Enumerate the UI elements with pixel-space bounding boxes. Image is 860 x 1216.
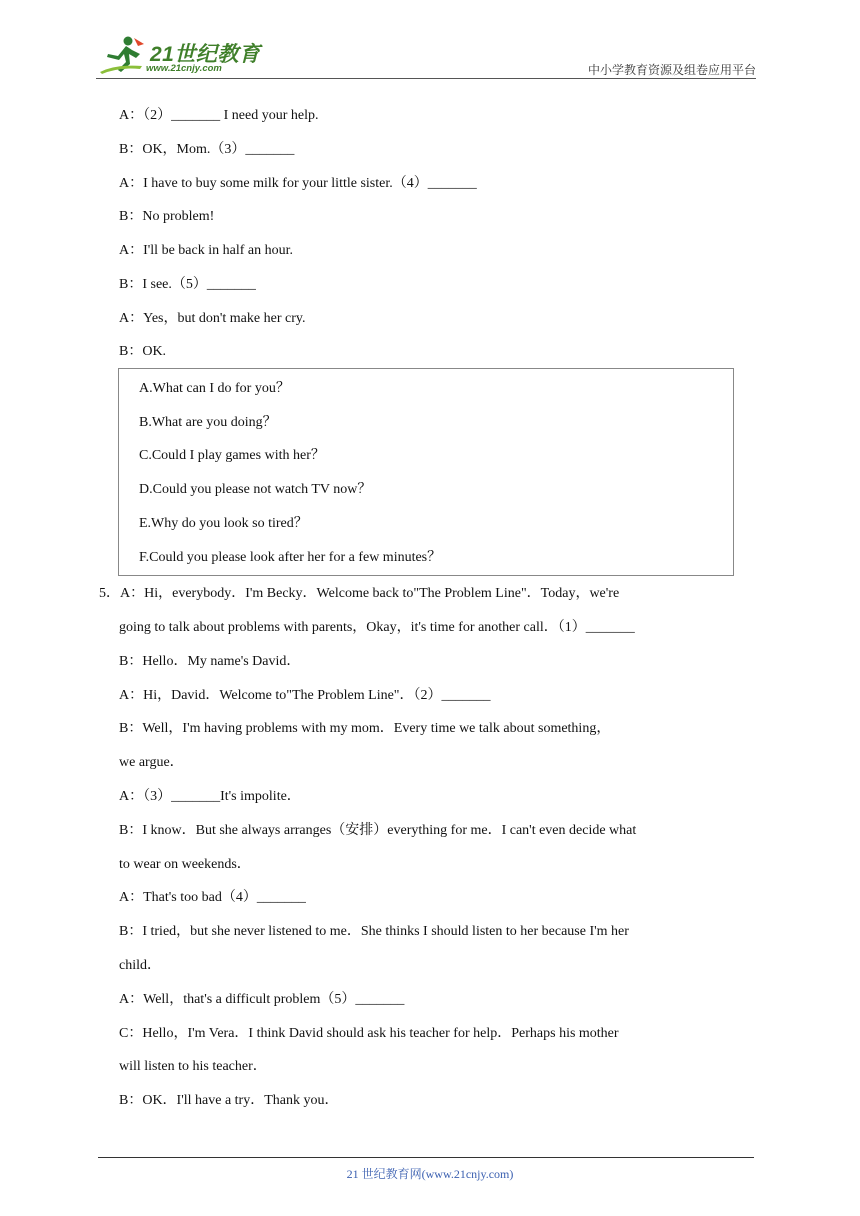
question-5-line: B：I know．But she always arranges（安排）everything for me．I can't even decide what [119,823,637,838]
dialogue-line: A：（2）_______ I need your help. [119,108,319,123]
dialogue-line: B：OK. [119,344,167,359]
logo [96,34,266,78]
footer-divider [98,1157,754,1158]
question-5-line: B：Hello．My name's David． [119,654,301,669]
logo-url: www.21cnjy.com [146,63,222,74]
option-c: C.Could I play games with her？ [139,448,325,463]
question-5-line: B：I tried，but she never listened to me．She thinks I should listen to her because I'm her [119,924,629,939]
question-5-line: we argue． [119,755,184,770]
question-5-line: to wear on weekends． [119,857,251,872]
options-box [118,368,734,576]
question-5-line: A：Hi，David．Welcome to"The Problem Line"．（2）_______ [119,688,491,703]
question-5-line: A：Well，that's a difficult problem（5）_______ [119,992,405,1007]
runner-logo-icon [96,34,152,78]
dialogue-line: B：OK，Mom.（3）_______ [119,142,295,157]
question-5-line: going to talk about problems with parents，Okay，it's time for another call．（1）_______ [119,620,635,635]
logo-text: 21世纪教育 [150,43,261,66]
question-5-line: B：OK．I'll have a try．Thank you． [119,1093,339,1108]
question-5-line: child． [119,958,161,973]
dialogue-line: A：Yes，but don't make her cry. [119,311,306,326]
option-b: B.What are you doing？ [139,415,277,430]
dialogue-line: A：I'll be back in half an hour. [119,243,293,258]
question-5-line: will listen to his teacher． [119,1059,267,1074]
option-d: D.Could you please not watch TV now？ [139,482,372,497]
question-5-line: C：Hello，I'm Vera．I think David should ask his teacher for help．Perhaps his mother [119,1026,619,1041]
question-5-line: 5．A：Hi，everybody．I'm Becky．Welcome back to"The Problem Line"．Today，we're [99,586,620,601]
option-f: F.Could you please look after her for a few minutes？ [139,550,442,565]
dialogue-line: B：No problem! [119,209,215,224]
page-footer: 21 世纪教育网(www.21cnjy.com) [346,1167,514,1181]
dialogue-line: B：I see.（5）_______ [119,277,256,292]
option-a: A.What can I do for you？ [139,381,290,396]
question-5-line: A：（3）_______It's impolite． [119,789,301,804]
header-divider [96,78,756,79]
question-5-line: B：Well，I'm having problems with my mom．Every time we talk about something， [119,721,611,736]
platform-name: 中小学教育资源及组卷应用平台 [587,63,756,77]
option-e: E.Why do you look so tired？ [139,516,308,531]
dialogue-line: A：I have to buy some milk for your little sister.（4）_______ [119,176,477,191]
page-header [96,30,756,80]
question-5-line: A：That's too bad（4）_______ [119,890,306,905]
